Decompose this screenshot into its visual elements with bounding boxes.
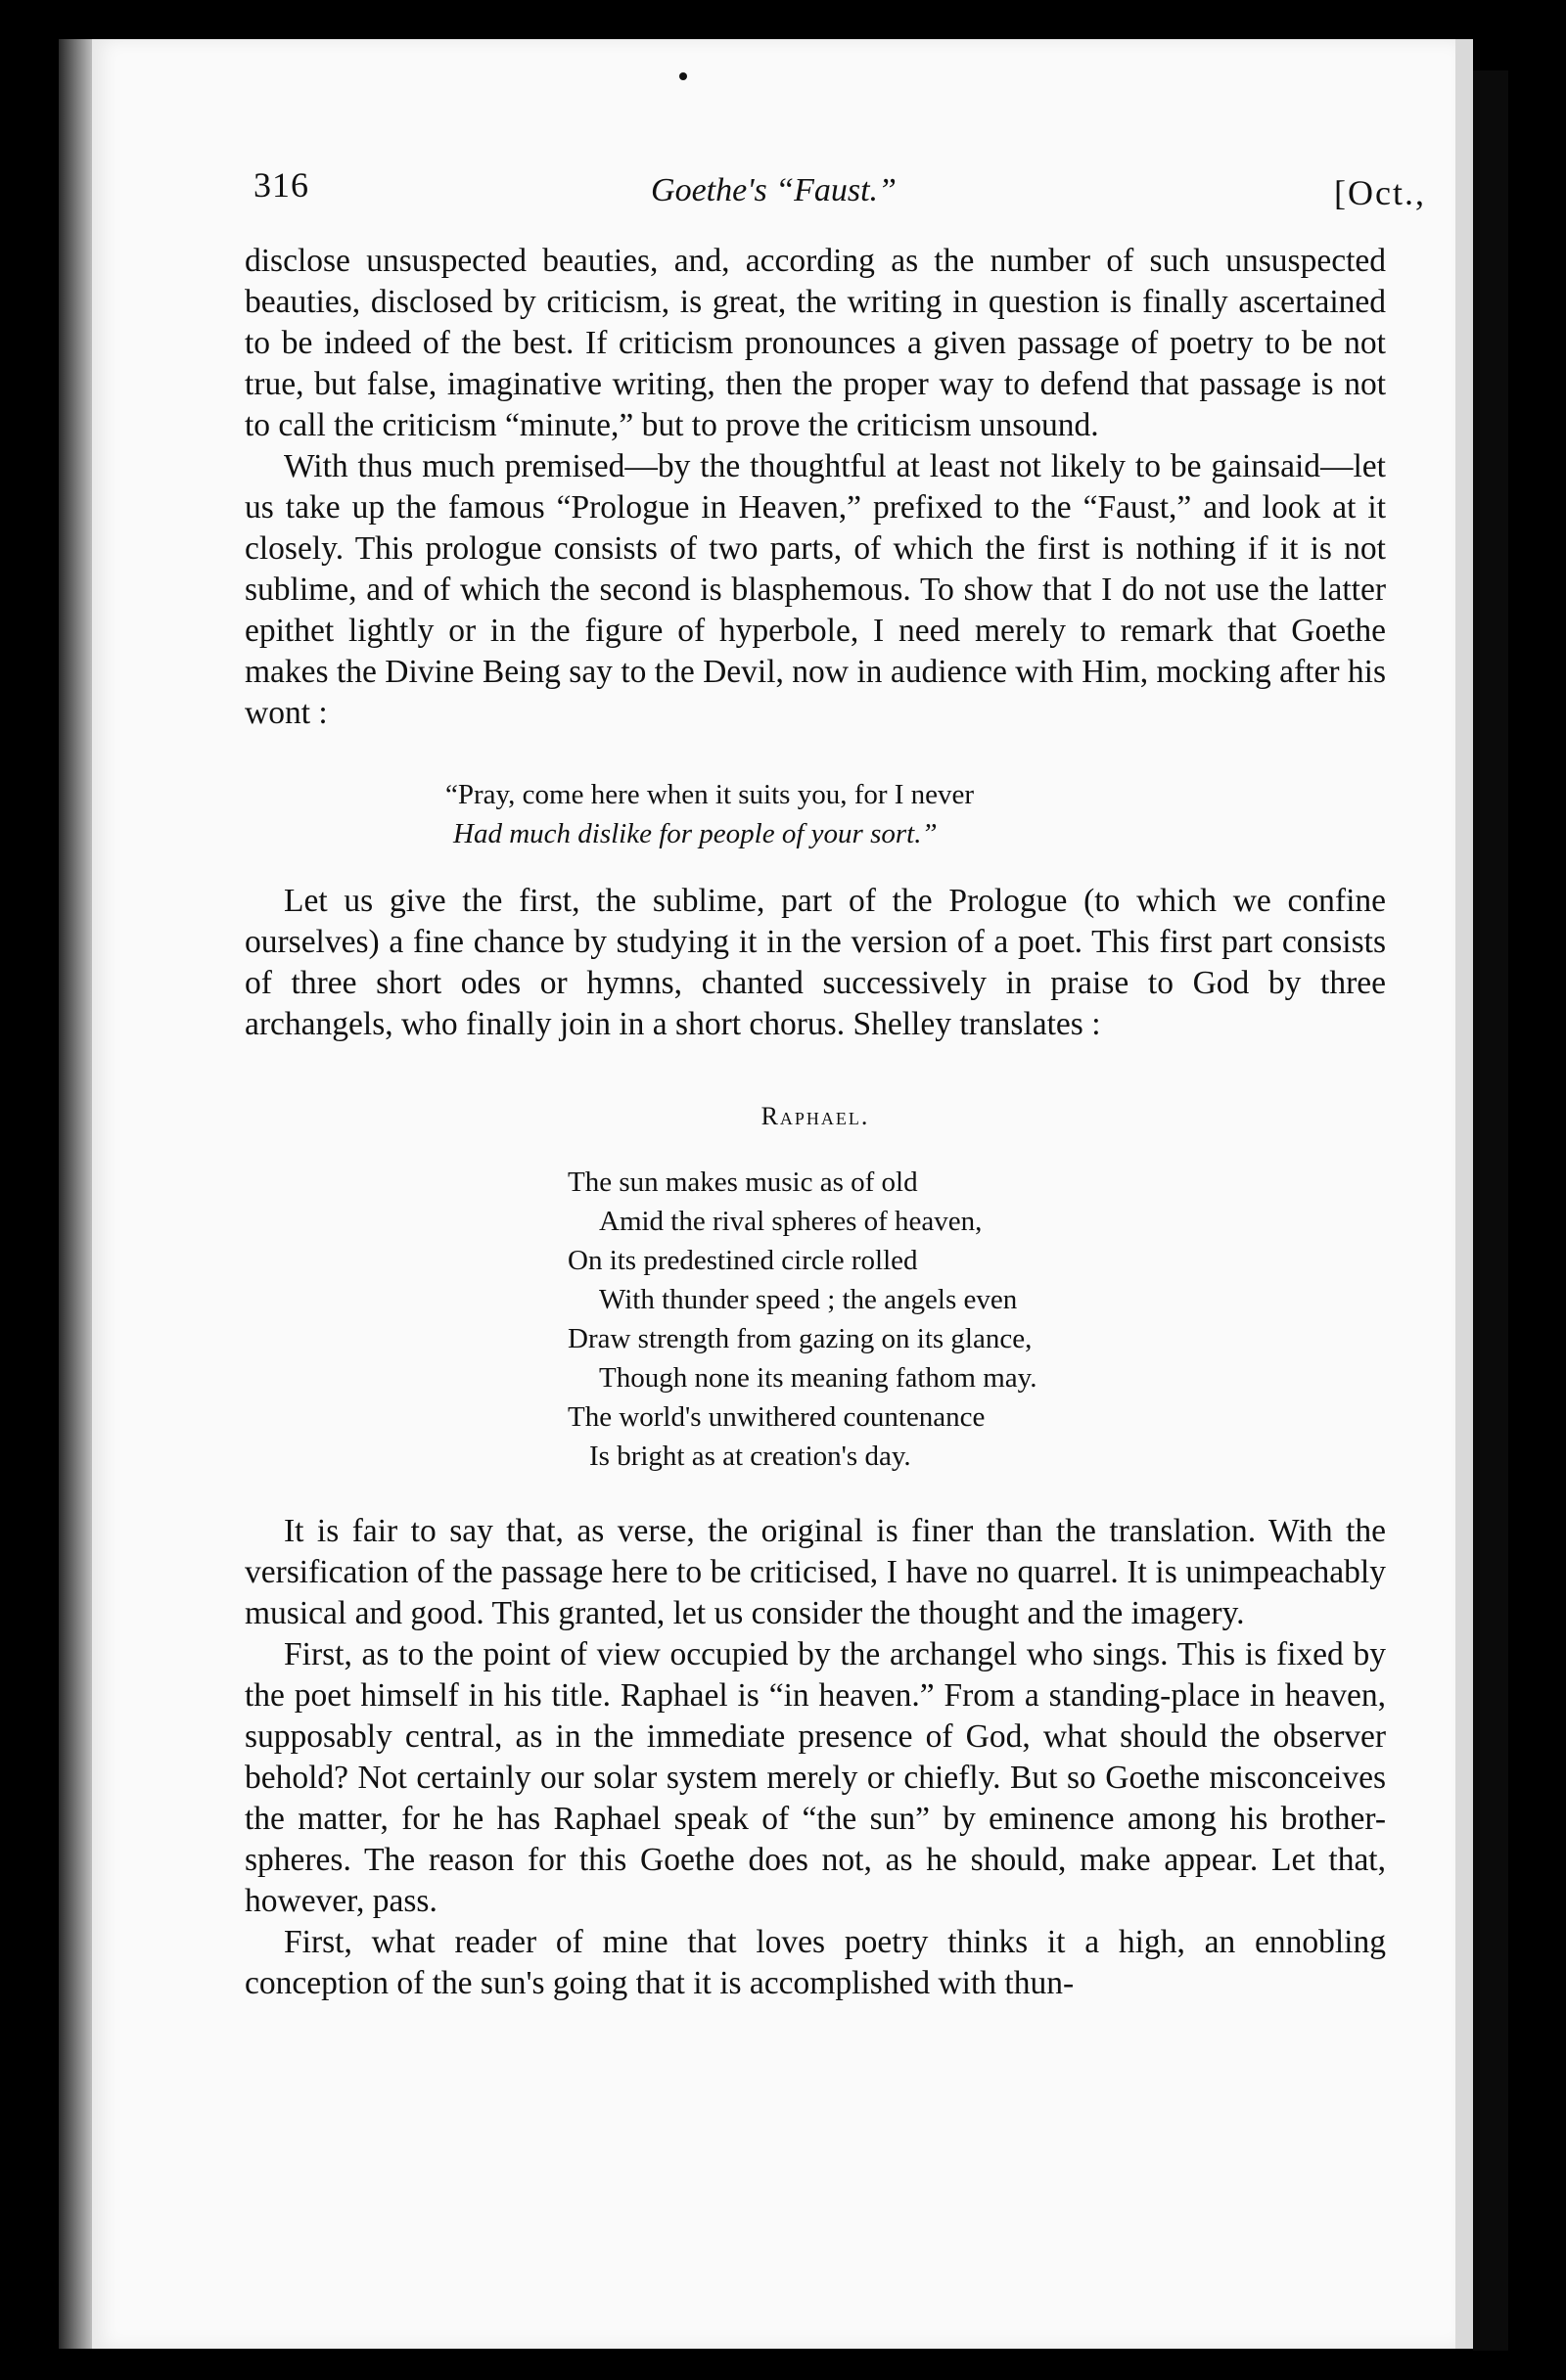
poem-line: The sun makes music as of old	[568, 1167, 918, 1198]
paragraph-1: disclose unsuspected beauties, and, according as the number of such unsuspected beauties, disclosed by criticism, is great, the writing in question is finally ascertained to be indeed of the best. If criticism pronounces a given passage of poetry to be not true, but false, imaginative writing, then the proper way to defend that passage is not to call the criticism “minute,” but to prove the criticism unsound.	[245, 243, 1386, 443]
poem-line: Though none its meaning fathom may.	[599, 1362, 1037, 1394]
scan-speck	[679, 72, 687, 80]
poem-stanza	[245, 1163, 1386, 1476]
page-header	[92, 39, 1455, 235]
page-body	[245, 241, 1386, 2004]
poem-line: On its predestined circle rolled	[568, 1245, 918, 1276]
paragraph-2: With thus much premised—by the thoughtful at least not likely to be gainsaid—let us take up the famous “Prologue in Heaven,” prefixed to the “Faust,” and look at it closely. This prologue consists of two parts, of which the first is nothing if it is not sublime, and of which the second is blasphemous. To show that I do not use the latter epithet lightly or in the figure of hyperbole, I need merely to remark that Goethe makes the Divine Being say to the Devil, now in audience with Him, mocking after his wont :	[245, 448, 1386, 731]
poem-line: Draw strength from gazing on its glance,	[568, 1323, 1033, 1354]
quote-line-2: Had much dislike for people of your sort.”	[453, 818, 938, 849]
page-number: 316	[253, 165, 309, 205]
book-page	[92, 39, 1455, 2349]
block-quote	[245, 775, 1386, 853]
poem-line: The world's unwithered countenance	[568, 1401, 986, 1433]
poem-line: Amid the rival spheres of heaven,	[599, 1206, 983, 1237]
poem-line: With thunder speed ; the angels even	[599, 1284, 1018, 1315]
scan-right-edge	[1473, 70, 1508, 2351]
paragraph-6: First, what reader of mine that loves poetry thinks it a high, an ennobling conception of the sun's going that it is accomplished with thun-	[245, 1924, 1386, 2001]
paragraph-5: First, as to the point of view occupied by the archangel who sings. This is fixed by the poet himself in his title. Raphael is “in heaven.” From a standing-place in heaven, supposably central, as in the immediate presence of God, what should the observer behold? Not certainly our solar system merely or chiefly. But so Goethe misconceives the matter, for he has Raphael speak of “the sun” by eminence among his brother-spheres. The reason for this Goethe does not, as he should, make appear. Let that, however, pass.	[245, 1636, 1386, 1919]
paragraph-3: Let us give the first, the sublime, part of the Prologue (to which we confine ourselves) a fine chance by studying it in the version of a poet. This first part consists of three short odes or hymns, chanted successively in praise to God by three archangels, who finally join in a short chorus. Shelley translates :	[245, 883, 1386, 1042]
poem-line: Is bright as at creation's day.	[589, 1441, 911, 1472]
scan-right-gutter	[1455, 39, 1473, 2349]
poem-speaker-heading: Raphael.	[760, 1102, 870, 1130]
running-month: [Oct.,	[1334, 173, 1426, 212]
scan-left-strip	[59, 39, 92, 2349]
paragraph-4: It is fair to say that, as verse, the original is finer than the translation. With the versification of the passage here to be criticised, I have no quarrel. It is unimpeachably musical and good. This granted, let us consider the thought and the imagery.	[245, 1513, 1386, 1631]
quote-line-1: “Pray, come here when it suits you, for I never	[445, 779, 975, 810]
running-title: Goethe's “Faust.”	[651, 172, 897, 208]
